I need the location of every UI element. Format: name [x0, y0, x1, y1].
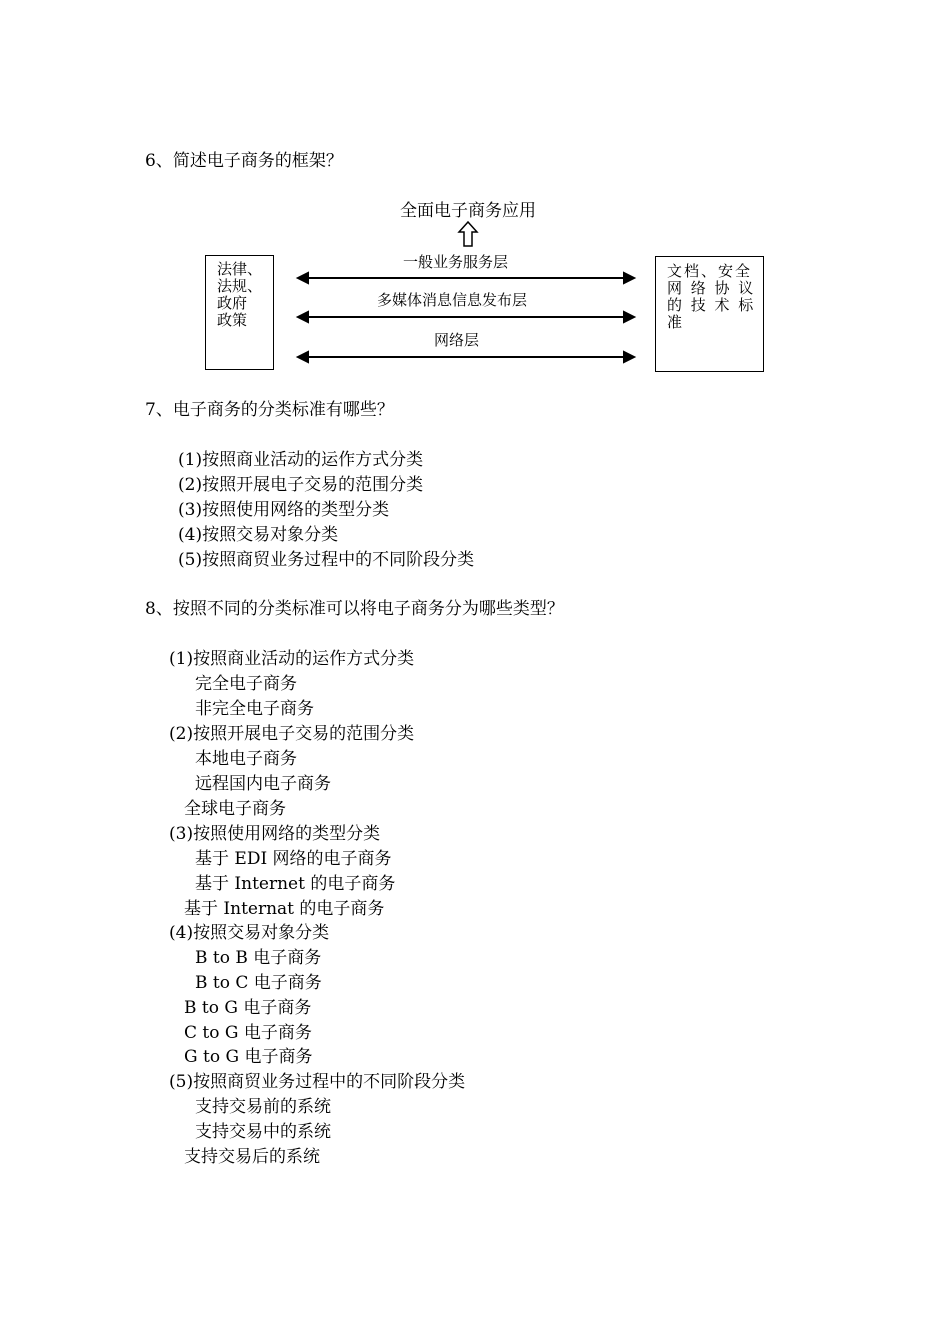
q7-item: (5)按照商贸业务过程中的不同阶段分类 [178, 550, 475, 570]
q8-group-heading: (5)按照商贸业务过程中的不同阶段分类 [169, 1072, 466, 1092]
q8-group-heading: (2)按照开展电子交易的范围分类 [169, 724, 415, 744]
layer-label-3: 网络层 [434, 331, 480, 349]
q8-item: B to C 电子商务 [195, 973, 322, 993]
q8-item: 支持交易中的系统 [195, 1122, 331, 1142]
q8-item: 基于 EDI 网络的电子商务 [195, 849, 392, 869]
q8-item: 远程国内电子商务 [195, 774, 331, 794]
q8-item: B to B 电子商务 [195, 948, 322, 968]
q8-item: 支持交易后的系统 [184, 1147, 320, 1167]
q7-item: (3)按照使用网络的类型分类 [178, 500, 390, 520]
q8-group-heading: (4)按照交易对象分类 [169, 923, 330, 943]
q8-item: 基于 Internat 的电子商务 [184, 899, 385, 919]
q8-item: 基于 Internet 的电子商务 [195, 874, 396, 894]
q7-item: (4)按照交易对象分类 [178, 525, 339, 545]
right-box-text: 文档、安全 网 络 协 议 的 技 术 标 准 [667, 262, 756, 331]
q8-group-heading: (1)按照商业活动的运作方式分类 [169, 649, 415, 669]
layer-label-1: 一般业务服务层 [403, 253, 509, 271]
left-box-text: 法律、 法规、 政府 政策 [217, 260, 263, 329]
question-6-title: 6、简述电子商务的框架？ [145, 151, 343, 171]
q8-item: 支持交易前的系统 [195, 1097, 331, 1117]
diagram-top-label: 全面电子商务应用 [400, 201, 536, 221]
ecommerce-framework-diagram [0, 0, 950, 400]
q8-item: 非完全电子商务 [195, 699, 314, 719]
q8-item: G to G 电子商务 [184, 1047, 313, 1067]
q7-item: (2)按照开展电子交易的范围分类 [178, 475, 424, 495]
question-7-title: 7、电子商务的分类标准有哪些？ [145, 400, 394, 420]
up-arrow-icon [459, 222, 477, 246]
q8-item: 完全电子商务 [195, 674, 297, 694]
q8-item: 全球电子商务 [184, 799, 286, 819]
q8-group-heading: (3)按照使用网络的类型分类 [169, 824, 381, 844]
q8-item: B to G 电子商务 [184, 998, 312, 1018]
question-8-title: 8、按照不同的分类标准可以将电子商务分为哪些类型？ [145, 599, 564, 619]
layer-arrow-3 [298, 352, 634, 362]
q7-item: (1)按照商业活动的运作方式分类 [178, 450, 424, 470]
q8-item: 本地电子商务 [195, 749, 297, 769]
layer-arrow-2 [298, 312, 634, 322]
q8-item: C to G 电子商务 [184, 1023, 312, 1043]
layer-label-2: 多媒体消息信息发布层 [377, 291, 528, 309]
layer-arrow-1 [298, 273, 634, 283]
